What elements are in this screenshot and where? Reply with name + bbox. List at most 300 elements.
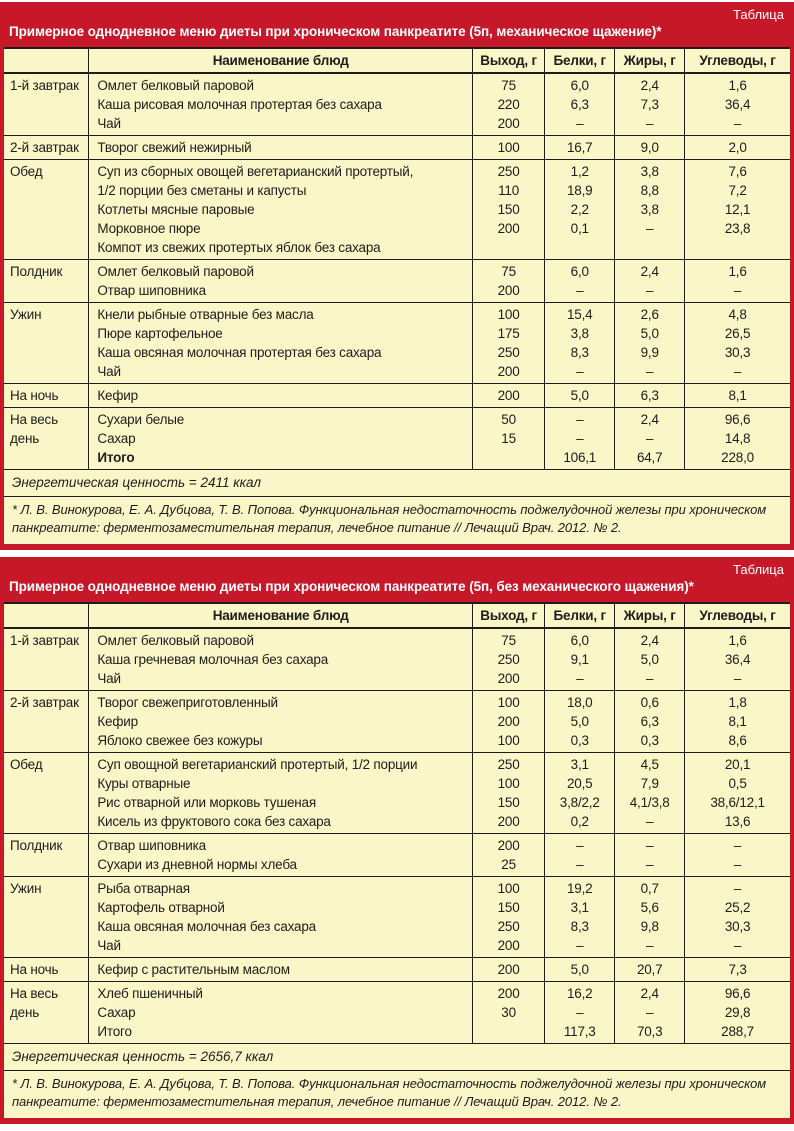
dish-column-cell: [89, 982, 473, 1044]
output-column-cell: [472, 160, 544, 260]
output-value: 100: [497, 776, 520, 791]
dish-name: Отвар шиповника: [97, 283, 206, 298]
carb-value: –: [733, 838, 742, 853]
output-value: 15: [501, 431, 516, 446]
dish-column-cell: [89, 753, 473, 834]
header-fat: Жиры, г: [615, 603, 685, 628]
protein-column-cell: [545, 260, 615, 303]
header-dish: Наименование блюд: [89, 603, 473, 628]
carb-value: [685, 238, 790, 257]
output-value: 250: [497, 345, 520, 360]
output-column-cell: [472, 982, 544, 1044]
protein-value: –: [576, 431, 584, 446]
carb-column-cell: [685, 260, 790, 303]
carb-value: 29,8: [724, 1005, 751, 1020]
fat-value: 2,6: [640, 307, 659, 322]
fat-value: 9,8: [640, 919, 659, 934]
fat-lines: [615, 386, 684, 405]
dish-name: Рыба отварная: [97, 881, 190, 896]
output-column-cell: [472, 384, 544, 408]
fat-lines: [615, 836, 684, 874]
dish-name: Сахар: [97, 431, 136, 446]
carb-column-cell: [685, 958, 790, 982]
output-value: 200: [497, 986, 520, 1001]
output-column-cell: [472, 408, 544, 470]
fat-lines: [615, 76, 684, 133]
dish-name: Отвар шиповника: [97, 838, 206, 853]
carb-value: –: [733, 671, 742, 686]
carb-value: 23,8: [724, 221, 751, 236]
fat-value: [615, 238, 684, 257]
protein-column-cell: [545, 958, 615, 982]
fat-value: 64,7: [636, 450, 663, 465]
protein-column-cell: [545, 834, 615, 877]
carb-column-cell: [685, 303, 790, 384]
header-protein: Белки, г: [545, 48, 615, 73]
output-lines: [473, 386, 544, 405]
dish-name: Чай: [97, 116, 121, 131]
output-lines: [473, 305, 544, 381]
protein-lines: [545, 386, 614, 405]
protein-value: 6,0: [570, 264, 589, 279]
fat-value: 3,8: [640, 164, 659, 179]
protein-lines: [545, 162, 614, 257]
carb-value: 7,3: [728, 962, 747, 977]
protein-column-cell: [545, 408, 615, 470]
carb-lines: [685, 138, 790, 157]
output-value: 250: [497, 757, 520, 772]
protein-value: 15,4: [566, 307, 593, 322]
output-column-cell: [472, 877, 544, 958]
carb-lines: [685, 386, 790, 405]
dish-lines: [97, 76, 472, 133]
carb-column-cell: [685, 73, 790, 136]
protein-value: 106,1: [563, 450, 597, 465]
protein-value: 16,7: [566, 140, 593, 155]
table-corner-label: Таблица: [733, 7, 784, 22]
carb-value: –: [733, 283, 742, 298]
fat-value: 9,9: [640, 345, 659, 360]
protein-column-cell: [545, 384, 615, 408]
output-value: 50: [501, 412, 516, 427]
fat-value: 9,0: [640, 140, 659, 155]
fat-column-cell: [615, 753, 685, 834]
carb-lines: [685, 984, 790, 1041]
meal-label: 2-й завтрак: [4, 691, 89, 753]
carb-value: 13,6: [724, 814, 751, 829]
carb-lines: [685, 755, 790, 831]
protein-value: 5,0: [570, 388, 589, 403]
output-value: 100: [497, 307, 520, 322]
output-value: 75: [501, 264, 516, 279]
protein-value: –: [576, 938, 584, 953]
fat-column-cell: [615, 982, 685, 1044]
output-column-cell: [472, 303, 544, 384]
protein-value: 6,0: [570, 78, 589, 93]
output-value: 200: [497, 938, 520, 953]
fat-value: 6,3: [640, 714, 659, 729]
output-lines: [473, 138, 544, 157]
dish-name: Чай: [97, 671, 121, 686]
meal-groups: [4, 73, 790, 470]
protein-lines: [545, 138, 614, 157]
carb-value: 30,3: [724, 919, 751, 934]
protein-lines: [545, 984, 614, 1041]
fat-value: 4,1/3,8: [629, 795, 670, 810]
output-lines: [473, 631, 544, 688]
energy-row: [4, 1044, 790, 1071]
footnote-row: [4, 1071, 790, 1119]
fat-value: –: [646, 938, 654, 953]
protein-value: 8,3: [570, 345, 589, 360]
fat-lines: [615, 960, 684, 979]
protein-value: –: [576, 364, 584, 379]
carb-value: 7,6: [728, 164, 747, 179]
output-column-cell: [472, 834, 544, 877]
header-dish: Наименование блюд: [89, 48, 473, 73]
meal-group-row: [4, 73, 790, 136]
protein-value: –: [576, 857, 584, 872]
meal-group-row: [4, 628, 790, 691]
meal-group-row: [4, 303, 790, 384]
output-lines: [473, 262, 544, 300]
carb-column-cell: [685, 384, 790, 408]
carb-value: –: [733, 938, 742, 953]
dish-name: Яблоко свежее без кожуры: [97, 733, 263, 748]
fat-column-cell: [615, 303, 685, 384]
carb-value: 1,6: [728, 633, 747, 648]
dish-lines: [97, 162, 472, 257]
carb-column-cell: [685, 408, 790, 470]
dish-name: Каша рисовая молочная протертая без сахара: [97, 97, 382, 112]
dish-lines: [97, 693, 472, 750]
dish-lines: [97, 262, 472, 300]
protein-value: –: [576, 283, 584, 298]
fat-lines: [615, 138, 684, 157]
carb-value: 8,6: [728, 733, 747, 748]
carb-value: –: [733, 881, 742, 896]
dish-name: Хлеб пшеничный: [97, 986, 203, 1001]
output-lines: [473, 162, 544, 257]
output-column-cell: [472, 628, 544, 691]
energy-value: Энергетическая ценность = 2656,7 ккал: [4, 1044, 790, 1071]
output-lines: [473, 410, 544, 467]
output-value: 75: [501, 78, 516, 93]
output-value: 30: [501, 1005, 516, 1020]
protein-lines: [545, 879, 614, 955]
output-value: 200: [497, 364, 520, 379]
protein-value: 16,2: [566, 986, 593, 1001]
carb-value: 14,8: [724, 431, 751, 446]
diet-table-block: [0, 2, 794, 550]
protein-column-cell: [545, 877, 615, 958]
meal-group-row: [4, 753, 790, 834]
header-carb: Углеводы, г: [685, 603, 790, 628]
output-value: 200: [497, 221, 520, 236]
carb-lines: [685, 960, 790, 979]
output-value: 200: [497, 283, 520, 298]
fat-column-cell: [615, 160, 685, 260]
dish-name: Творог свежеприготовленный: [97, 695, 278, 710]
output-lines: [473, 984, 544, 1041]
dish-column-cell: [89, 877, 473, 958]
fat-value: 2,4: [640, 412, 659, 427]
protein-value: 3,8: [570, 326, 589, 341]
carb-lines: [685, 836, 790, 874]
protein-column-cell: [545, 303, 615, 384]
dish-name: Рис отварной или морковь тушеная: [97, 795, 316, 810]
fat-lines: [615, 984, 684, 1041]
header-fat: Жиры, г: [615, 48, 685, 73]
carb-value: 0,5: [728, 776, 747, 791]
fat-lines: [615, 755, 684, 831]
output-column-cell: [472, 691, 544, 753]
meal-group-row: [4, 408, 790, 470]
output-value: [473, 1022, 544, 1041]
dish-column-cell: [89, 260, 473, 303]
dish-lines: [97, 836, 472, 874]
header-carb: Углеводы, г: [685, 48, 790, 73]
output-value: 200: [497, 962, 520, 977]
table-header-band: [4, 2, 790, 47]
fat-value: 2,4: [640, 264, 659, 279]
dish-name: Сухари из дневной нормы хлеба: [97, 857, 297, 872]
fat-value: 20,7: [636, 962, 663, 977]
meal-group-row: [4, 136, 790, 160]
fat-lines: [615, 693, 684, 750]
output-value: [473, 448, 544, 467]
dish-name: Сахар: [97, 1005, 136, 1020]
carb-column-cell: [685, 877, 790, 958]
carb-value: 8,1: [728, 388, 747, 403]
carb-column-cell: [685, 628, 790, 691]
carb-value: 4,8: [728, 307, 747, 322]
meal-label: Полдник: [4, 834, 89, 877]
dish-lines: [97, 755, 472, 831]
protein-value: 20,5: [566, 776, 593, 791]
fat-value: –: [646, 221, 654, 236]
output-value: 250: [497, 164, 520, 179]
header-row: [4, 603, 790, 628]
dish-name: Каша гречневая молочная без сахара: [97, 652, 329, 667]
fat-lines: [615, 879, 684, 955]
protein-value: 8,3: [570, 919, 589, 934]
dish-name: Кисель из фруктового сока без сахара: [97, 814, 331, 829]
protein-value: 117,3: [563, 1024, 596, 1039]
dish-column-cell: [89, 160, 473, 260]
protein-lines: [545, 755, 614, 831]
protein-value: 3,1: [570, 757, 589, 772]
header-meal-empty: [4, 603, 89, 628]
protein-column-cell: [545, 73, 615, 136]
fat-value: –: [646, 116, 654, 131]
output-value: [473, 238, 544, 257]
diet-tables-container: [0, 2, 794, 1124]
fat-column-cell: [615, 628, 685, 691]
meal-label: На ночь: [4, 958, 89, 982]
output-value: 150: [497, 900, 520, 915]
protein-lines: [545, 262, 614, 300]
meal-group-row: [4, 877, 790, 958]
dish-name: Итого: [97, 450, 135, 465]
output-lines: [473, 76, 544, 133]
fat-value: 2,4: [640, 78, 659, 93]
fat-value: 2,4: [640, 633, 659, 648]
carb-value: 228,0: [721, 450, 754, 465]
dish-lines: [97, 386, 472, 405]
protein-value: 0,1: [570, 221, 589, 236]
carb-value: 96,6: [724, 412, 751, 427]
protein-value: 0,3: [570, 733, 589, 748]
meal-group-row: [4, 982, 790, 1044]
carb-lines: [685, 693, 790, 750]
carb-value: 96,6: [724, 986, 751, 1001]
carb-value: 36,4: [724, 652, 751, 667]
table-header-band: [4, 557, 790, 602]
meal-label: Ужин: [4, 303, 89, 384]
fat-value: 0,6: [640, 695, 659, 710]
fat-column-cell: [615, 260, 685, 303]
fat-column-cell: [615, 73, 685, 136]
fat-column-cell: [615, 136, 685, 160]
output-value: 200: [497, 838, 520, 853]
dish-name: Суп из сборных овощей вегетарианский протертый,: [97, 164, 414, 179]
carb-value: 30,3: [724, 345, 751, 360]
dish-name: Компот из свежих протертых яблок без сахара: [97, 240, 381, 255]
fat-value: 5,0: [640, 326, 659, 341]
dish-lines: [97, 138, 472, 157]
header-meal-empty: [4, 48, 89, 73]
carb-value: 8,1: [728, 714, 747, 729]
carb-value: 36,4: [724, 97, 751, 112]
output-value: 220: [497, 97, 520, 112]
carb-value: 12,1: [724, 202, 751, 217]
header-output: Выход, г: [472, 48, 544, 73]
fat-column-cell: [615, 834, 685, 877]
dish-name: Сухари белые: [97, 412, 185, 427]
meal-label: На весь день: [4, 982, 89, 1044]
fat-value: –: [646, 431, 654, 446]
dish-name: Котлеты мясные паровые: [97, 202, 255, 217]
meal-group-row: [4, 834, 790, 877]
protein-lines: [545, 410, 614, 467]
carb-column-cell: [685, 136, 790, 160]
meal-group-row: [4, 958, 790, 982]
protein-column-cell: [545, 160, 615, 260]
dish-column-cell: [89, 303, 473, 384]
fat-column-cell: [615, 384, 685, 408]
output-value: 250: [497, 919, 520, 934]
meal-groups: [4, 628, 790, 1044]
protein-column-cell: [545, 753, 615, 834]
output-value: 200: [497, 116, 520, 131]
protein-value: 3,8/2,2: [559, 795, 600, 810]
dish-name: Чай: [97, 938, 121, 953]
dish-name: Картофель отварной: [97, 900, 225, 915]
fat-value: 3,8: [640, 202, 659, 217]
carb-value: 26,5: [724, 326, 751, 341]
footnote-row: [4, 497, 790, 545]
carb-value: –: [733, 857, 742, 872]
carb-value: –: [733, 116, 742, 131]
output-value: 200: [497, 671, 520, 686]
fat-column-cell: [615, 958, 685, 982]
protein-lines: [545, 631, 614, 688]
output-value: 250: [497, 652, 520, 667]
dish-name: Кефир с растительным маслом: [97, 962, 290, 977]
dish-column-cell: [89, 691, 473, 753]
dish-name: 1/2 порции без сметаны и капусты: [97, 183, 307, 198]
table-title: Примерное однодневное меню диеты при хроническом панкреатите (5п, без механического щажения)*: [9, 579, 694, 594]
protein-lines: [545, 76, 614, 133]
protein-value: 6,0: [570, 633, 589, 648]
carb-value: 20,1: [724, 757, 751, 772]
protein-value: 18,9: [566, 183, 593, 198]
fat-value: 8,8: [640, 183, 659, 198]
dish-name: Омлет белковый паровой: [97, 633, 254, 648]
meal-group-row: [4, 260, 790, 303]
dish-name: Куры отварные: [97, 776, 191, 791]
meal-group-row: [4, 384, 790, 408]
output-value: 200: [497, 388, 520, 403]
protein-value: [545, 238, 614, 257]
footnote-text: * Л. В. Винокурова, Е. А. Дубцова, Т. В. Попова. Функциональная недостаточность поджелудочной железы при хроническом панкреатите: ферментозаместительная терапия, лечебное питание // Лечащий Врач. 2012. № 2.: [4, 1071, 790, 1119]
protein-lines: [545, 693, 614, 750]
protein-value: 1,2: [570, 164, 589, 179]
fat-value: –: [646, 857, 654, 872]
output-value: 25: [501, 857, 516, 872]
carb-lines: [685, 305, 790, 381]
dish-name: Омлет белковый паровой: [97, 78, 254, 93]
meal-label: Ужин: [4, 877, 89, 958]
carb-value: 2,0: [728, 140, 747, 155]
meal-label: На ночь: [4, 384, 89, 408]
carb-value: 25,2: [724, 900, 751, 915]
fat-value: 0,7: [640, 881, 659, 896]
protein-lines: [545, 960, 614, 979]
fat-value: 7,9: [640, 776, 659, 791]
footnote-text: * Л. В. Винокурова, Е. А. Дубцова, Т. В. Попова. Функциональная недостаточность поджелудочной железы при хроническом панкреатите: ферментозаместительная терапия, лечебное питание // Лечащий Врач. 2012. № 2.: [4, 497, 790, 545]
meal-group-row: [4, 160, 790, 260]
fat-value: –: [646, 671, 654, 686]
dish-name: Чай: [97, 364, 121, 379]
table-corner-label: Таблица: [733, 562, 784, 577]
output-value: 150: [497, 795, 520, 810]
protein-column-cell: [545, 982, 615, 1044]
output-value: 100: [497, 733, 520, 748]
meal-label: 2-й завтрак: [4, 136, 89, 160]
protein-value: –: [576, 412, 584, 427]
dish-name: Каша овсяная молочная протертая без сахара: [97, 345, 382, 360]
dish-column-cell: [89, 73, 473, 136]
carb-column-cell: [685, 691, 790, 753]
carb-lines: [685, 631, 790, 688]
carb-column-cell: [685, 834, 790, 877]
carb-value: 1,6: [728, 264, 747, 279]
fat-value: –: [646, 283, 654, 298]
header-row: [4, 48, 790, 73]
carb-lines: [685, 162, 790, 257]
dish-name: Кнели рыбные отварные без масла: [97, 307, 314, 322]
output-value: 175: [497, 326, 520, 341]
fat-lines: [615, 631, 684, 688]
fat-value: –: [646, 814, 654, 829]
carb-lines: [685, 879, 790, 955]
fat-value: 7,3: [640, 97, 659, 112]
carb-value: 7,2: [728, 183, 747, 198]
protein-value: –: [576, 838, 584, 853]
carb-column-cell: [685, 160, 790, 260]
